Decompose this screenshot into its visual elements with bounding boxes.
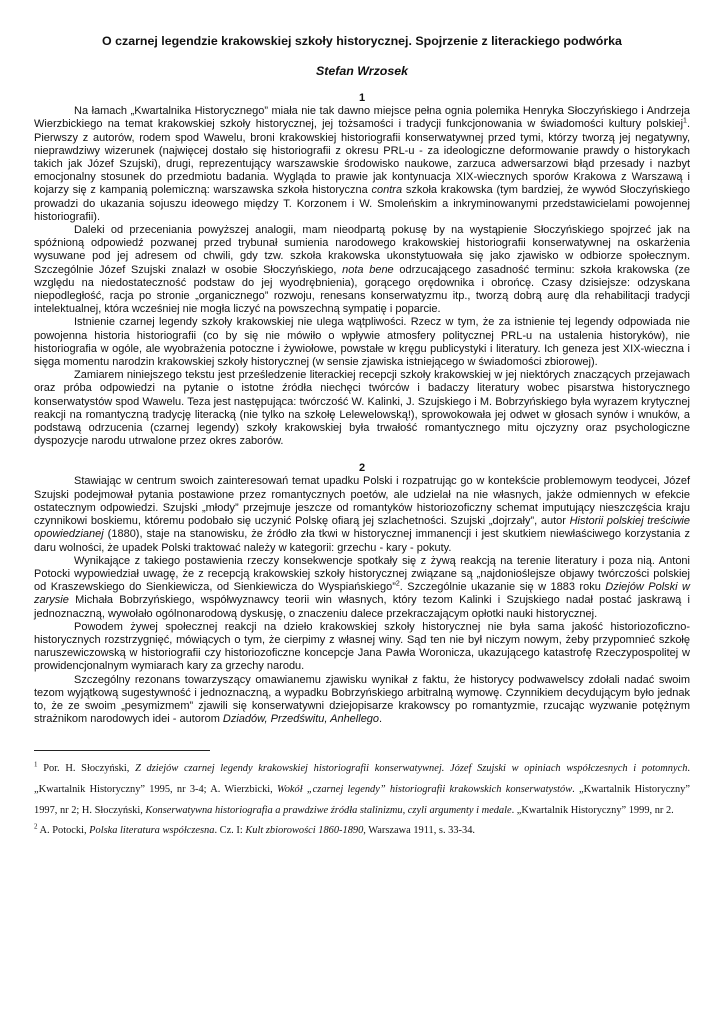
text-run: . „Kwartalnik Historyczny” 1995, nr 3-4; A. Wierzbicki,	[34, 763, 690, 795]
text-run: A. Potocki,	[37, 825, 90, 837]
text-run: . „Kwartalnik Historyczny” 1997, nr 2; H. Słoczyński,	[34, 783, 690, 816]
footnote-marker: 1	[683, 117, 687, 125]
footnote-divider	[34, 750, 210, 751]
italic-text: contra	[371, 184, 403, 197]
article-author: Stefan Wrzosek	[315, 64, 409, 78]
text-run: Wynikające z takiego postawienia rzeczy konsekwencje spotkały się z żywą reakcją na terenie literatury i poza nią. Antoni Potocki wypowiedział uwagę, że z recepcją krakowskiej szkoły historycznej związane są „najdonioślejsze objawy twórczości polskiej od Kraszewskiego do Sienkiewicza, od Sienkiewicza do Wyspiańskiego”	[34, 554, 690, 594]
text-run: Michała Bobrzyńskiego, współwyznawcy teorii win własnych, który tezom Kalinki i Szujskiego nadał postać jaskrawą i jednoznaczną, wywołało ogólnonarodową dyskusję, o znaczeniu dalece przekraczającym opłotki nauki historycznej.	[34, 594, 690, 620]
footnote	[34, 821, 690, 842]
text-run: (1880), staje na stanowisku, że źródło zła tkwi w historycznej immanencji i jest skutkiem niewłaściwego korzystania z daru wolności, że upadek Polski traktować należy w kategorii: grzechu - kary - pokuty.	[34, 528, 690, 554]
body-paragraph	[34, 475, 690, 554]
section-number: 2	[358, 462, 366, 475]
text-run: . Pierwszy z autorów, rodem spod Wawelu, broni krakowskiej historiografii konserwatywnej przed tymi, którzy tworzą jej negatywny, nieprawdziwy wizerunek (najwięcej dostało się historiografii z okresu PRL-u - za ideologiczne deformowanie prawdy o historykach takich jak Józef Szujski), drugi, reprezentujący warszawskie środowisko naukowe, zarzuca adwersarzowi błąd przesady i nazbyt emocjonalny stosunek do przedmiotu badania. Wygląda to prawie jak kontynuacja XIX-wiecznych sporów Krakowa z Warszawą i kojarzy się z kampanią polemiczną: warszawska szkoła historyczna	[34, 118, 690, 197]
body-paragraph	[34, 674, 690, 727]
italic-text: Kult zbiorowości 1860-1890	[245, 825, 364, 837]
italic-text: Dziejów Polski w zarysie	[34, 581, 690, 607]
article-title: O czarnej legendzie krakowskiej szkoły historycznej. Spojrzenie z literackiego podwórka	[102, 34, 622, 48]
text-run: .	[379, 713, 383, 726]
section-number: 1	[358, 92, 366, 105]
text-run: Por. H. Słoczyński,	[37, 763, 136, 775]
text-run: Daleki od przeceniania powyższej analogii, mam nieodpartą pokusę by na wystąpienie Słoczyńskiego spojrzeć jak na spóźnioną odpowiedź pozwanej przed trybunał sumienia narodowego krakowskiej historiografii konserwatywnej na oskarżenia wysuwane pod jej adresem od chwili, gdy tzw. szkoła krakowska ukonstytuowała się jako zjawisko w odbiorze społecznym. Szczególnie Józef Szujski znalazł w osobie Słoczyńskiego,	[34, 224, 690, 276]
footnote-marker: 2	[395, 580, 400, 588]
footnotes	[34, 759, 690, 841]
text-run: , Warszawa 1911, s. 33-34.	[363, 825, 475, 837]
italic-text: nota bene	[342, 263, 394, 276]
footnote-marker: 1	[34, 760, 38, 769]
text-run: Szczególny rezonans towarzyszący omawianemu zjawisku wynikał z faktu, że historycy podwawelscy zdołali nadać swoim tezom wyjątkową sugestywność i jednoznaczną, a wypadku Bobrzyńskiego arbitralną wymowę. Czynnikiem decydującym było jednak to, że ze swoim „pesymizmem” zjawili się konserwatywni dziejopisarze krakowscy po romantyzmie, rzucając wyzwanie potężnym strażnikom narodowych idei - autorom	[34, 673, 690, 726]
italic-text: Historii polskiej treściwie opowiedzianej	[34, 515, 690, 541]
footnote-marker: 2	[34, 822, 38, 831]
footnote	[34, 759, 690, 821]
body-paragraph	[34, 621, 690, 674]
body-paragraph	[34, 105, 690, 224]
italic-text: Polska literatura współczesna	[89, 825, 215, 837]
text-run: . Szczególnie ukazanie się w 1883 roku	[399, 581, 606, 594]
text-run: szkoła krakowska (tym bardziej, że wywód Słoczyńskiego prowadzi do ukazania sojuszu ideowego między T. Korzonem i W. Smoleńskim a inkryminowanymi przedstawicielami powojennej historiografii).	[34, 184, 690, 223]
text-run: . „Kwartalnik Historyczny” 1999, nr 2.	[511, 804, 674, 816]
text-run: Istnienie czarnej legendy szkoły krakowskiej nie ulega wątpliwości. Rzecz w tym, że za istnienie tej legendy odpowiada nie powojenna historia historiografii (co by się nie mówiło o wpływie atmosfery politycznej PRL-u na ustalenia historyków), nie historiografia w ogóle, ale wyobrażenia potoczne i żywiołowe, powstałe w kręgu publicystyki i literatury. Ich geneza jest XIX-wieczna i sięga momentu narodzin krakowskiej szkoły historycznej (w sensie zjawiska istniejącego w świadomości zbiorowej).	[34, 316, 690, 369]
body-paragraph	[34, 369, 690, 448]
italic-text: Dziadów, Przedświtu, Anhellego	[222, 713, 380, 726]
body-paragraph	[34, 316, 690, 369]
italic-text: Z dziejów czarnej legendy krakowskiej historiografii konserwatywnej. Józef Szujski w opiniach współczesnych i potomnych	[135, 763, 688, 775]
text-run: odrzucającego zasadność terminu: szkoła krakowska (ze względu na niedostateczność podstaw do jej wyodrębnienia), gorącego orędownika i obrońcę. Czasy dzisiejsze: odzyskana niepodległość, racja po stronie „organicznego” rozwoju, renesans konserwatyzmu itp., tworzą dobrą aurę dla rehabilitacji tradycji intelektualnej, która wcześniej nie mogła liczyć na powszechną sympatię i poparcie.	[34, 263, 691, 316]
italic-text: Konserwatywna historiografia a prawdziwe źródła stalinizmu, czyli argumenty i medale	[145, 804, 512, 816]
text-run: Stawiając w centrum swoich zainteresowań temat upadku Polski i rozpatrując go w kontekście problemowym teodycei, Józef Szujski podejmował pytania postawione przez romantycznych poetów, ale udzielał na nie własnych, jakże odmiennych w efekcie ostatecznym odpowiedzi. Szujski „młody” przejmuje jeszcze od romantyków historiozoficzny schemat imputujący nieszczęścia kraju czynnikowi boskiemu, któremu podobało się uczynić Polskę ofiarą jej szlachetności. Szujski „dojrzały”, autor	[34, 475, 690, 528]
text-run: Powodem żywej społecznej reakcji na dzieło krakowskiej szkoły historycznej nie była sama jakość historiozoficzno-historycznych rozstrzygnięć, mówiących o tym, że cierpimy z własnej winy. Sąd ten nie był niczym nowym, żeby przypomnieć szkołę naruszewiczowską w historiografii czy historiozoficzne koncepcje Jana Pawła Woronicza, ukazującego katastrofę Rzeczypospolitej w prowidencjonalnym wymiarach kary za grzechy narodu.	[34, 620, 690, 673]
text-run: Zamiarem niniejszego tekstu jest prześledzenie literackiej recepcji szkoły krakowskiej w jej niektórych znaczących przejawach oraz próba odpowiedzi na pytanie o istotne źródła niechęci twórców i badaczy literatury wobec pisarstwa historycznego konserwatystów spod Wawelu. Teza jest następująca: twórczość W. Kalinki, J. Szujskiego i M. Bobrzyńskiego była wyrazem krytycznej reakcji na romantyczną tradycję literacką (nie tylko na szkołę Lelewelowską!), sprowokowała jej odwet w głosach synów i wnuków, a podstawą odrzucenia (czarnej legendy) szkoły krakowskiej była trwałość romantycznego mitu ojczyzny oraz psychologiczne dyspozycje narodu utrwalone przez okres zaborów.	[34, 369, 690, 448]
text-run: Na łamach „Kwartalnika Historycznego” miała nie tak dawno miejsce pełna ognia polemika Henryka Słoczyńskiego i Andrzeja Wierzbickiego na temat krakowskiej szkoły historycznej, jej tożsamości i tradycji funkcjonowania w świadomości kultury polskiej	[34, 105, 690, 131]
italic-text: Wokół „czarnej legendy” historiografii krakowskich konserwatystów	[277, 783, 573, 795]
body-paragraph	[34, 555, 690, 621]
body-paragraph	[34, 224, 690, 316]
document-page	[34, 22, 690, 842]
text-run: . Cz. I:	[214, 825, 246, 837]
